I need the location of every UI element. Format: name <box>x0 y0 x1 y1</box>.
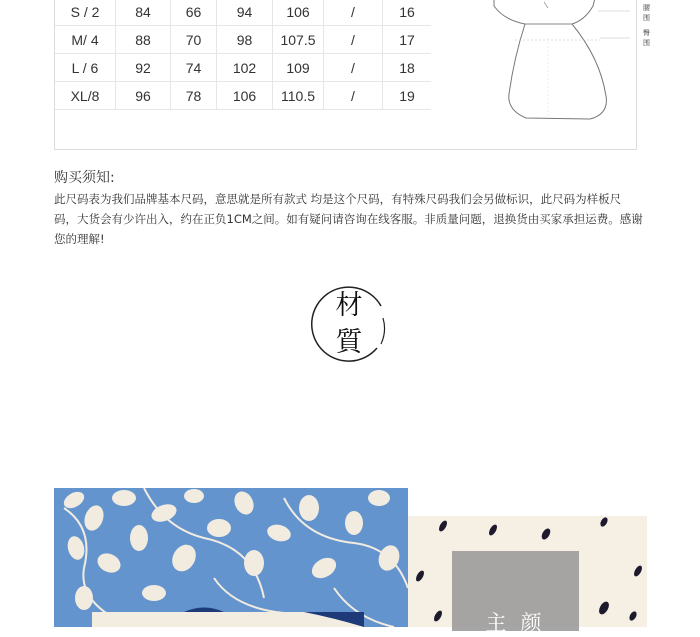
measure-cell: 106 <box>273 0 324 26</box>
measure-cell: 110.5 <box>273 82 324 110</box>
size-cell: XL/8 <box>55 82 116 110</box>
size-chart-card <box>54 0 650 150</box>
measure-cell: 88 <box>116 26 171 54</box>
size-cell: L / 6 <box>55 54 116 82</box>
measure-cell: 98 <box>217 26 273 54</box>
measure-cell: / <box>324 82 383 110</box>
measure-cell: 109 <box>273 54 324 82</box>
floral-pattern-icon <box>54 488 408 627</box>
notice-title: 购买须知: <box>54 170 115 186</box>
material-badge <box>311 286 387 362</box>
size-row <box>55 0 431 26</box>
badge-char-top: 材 <box>335 290 363 321</box>
measure-cell: / <box>324 0 383 26</box>
measure-cell: 70 <box>171 26 217 54</box>
main-color-card <box>452 551 579 635</box>
hip-label: 臀围 <box>643 29 650 47</box>
notice-body: 此尺码表为我们品牌基本尺码，意思就是所有款式 均是这个尺码，有特殊尺码我们会另做标识，此尺码为样板尺码，大货会有少许出入，约在正负1CM之间。如有疑问请咨询在线客服。非质量问题，退换货由买家承担运费。感谢您的理解! <box>54 192 643 246</box>
measure-cell: 84 <box>116 0 171 26</box>
measure-cell: 16 <box>383 0 432 26</box>
measure-cell: 92 <box>116 54 171 82</box>
floral-fabric-photo <box>54 488 408 627</box>
size-row <box>55 82 431 110</box>
waist-label: 腰围 <box>643 4 650 22</box>
measure-cell: / <box>324 54 383 82</box>
measure-cell: / <box>324 26 383 54</box>
measure-cell: 94 <box>217 0 273 26</box>
dress-measurement-figure <box>460 0 650 143</box>
size-cell: S / 2 <box>55 0 116 26</box>
measure-cell: 78 <box>171 82 217 110</box>
measure-cell: 107.5 <box>273 26 324 54</box>
size-row <box>55 26 431 54</box>
measure-cell: 96 <box>116 82 171 110</box>
measure-cell: 18 <box>383 54 432 82</box>
badge-char-bottom: 質 <box>335 327 363 358</box>
measure-cell: 106 <box>217 82 273 110</box>
measure-cell: 17 <box>383 26 432 54</box>
size-row <box>55 54 431 82</box>
size-table <box>55 0 431 110</box>
main-color-label: 主颜 <box>485 611 556 635</box>
measure-cell: 102 <box>217 54 273 82</box>
dress-outline-icon <box>460 0 630 143</box>
measure-cell: 74 <box>171 54 217 82</box>
measure-cell: 66 <box>171 0 217 26</box>
size-cell: M/ 4 <box>55 26 116 54</box>
measure-cell: 19 <box>383 82 432 110</box>
